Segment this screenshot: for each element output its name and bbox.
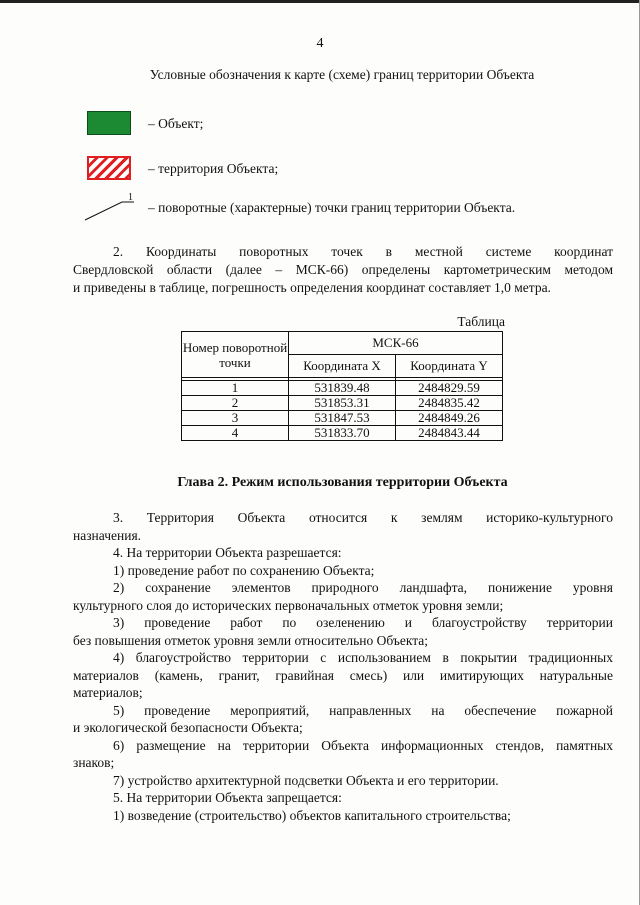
- turning-point-marker-number: 1: [128, 193, 133, 203]
- item-4-7: 7) устройство архитектурной подсветки Объекта и его территории.: [113, 773, 499, 788]
- cell-x: 531853.31: [289, 396, 396, 411]
- item-4-4-line-3: материалов;: [73, 685, 143, 700]
- cell-x: 531833.70: [289, 426, 396, 441]
- item-4-4-line-1: 4) благоустройство территории с использованием в покрытии традиционных: [113, 650, 613, 665]
- item-4-2-line-1: 2) сохранение элементов природного ландшафта, понижение уровня: [113, 580, 613, 595]
- item-4-6-line-1: 6) размещение на территории Объекта информационных стендов, памятных: [113, 738, 613, 753]
- paragraph-5: 5. На территории Объекта запрещается:: [113, 790, 342, 805]
- page-number: 4: [316, 36, 324, 51]
- chapter-title: Глава 2. Режим использования территории Объекта: [177, 475, 508, 490]
- cell-x: 531847.53: [289, 411, 396, 426]
- cell-y: 2484829.59: [396, 381, 503, 396]
- table-row: [182, 411, 503, 426]
- coordinates-table: [181, 331, 503, 441]
- paragraph-2-line-1: 2. Координаты поворотных точек в местной системе координат: [113, 244, 613, 259]
- item-4-2-line-2: культурного слоя до исторических первоначальных отметок уровня земли;: [73, 598, 504, 613]
- legend-object-label: – Объект;: [148, 116, 204, 131]
- cell-point-number: 2: [182, 396, 289, 411]
- item-4-5-line-2: и экологической безопасности Объекта;: [73, 720, 303, 735]
- cell-x: 531839.48: [289, 381, 396, 396]
- territory-hatch-swatch-icon: [87, 156, 131, 180]
- paragraph-2-line-3: и приведены в таблице, погрешность определения координат составляет 1,0 метра.: [73, 280, 551, 295]
- item-4-5-line-1: 5) проведение мероприятий, направленных на обеспечение пожарной: [113, 703, 613, 718]
- cell-y: 2484843.44: [396, 426, 503, 441]
- header-coordinate-y: Координата Y: [396, 355, 503, 378]
- table-row: [182, 426, 503, 441]
- legend-title: Условные обозначения к карте (схеме) границ территории Объекта: [149, 67, 535, 82]
- paragraph-2-line-2: Свердловской области (далее – МСК-66) определены картометрическим методом: [73, 262, 613, 277]
- table-caption: Таблица: [457, 314, 505, 329]
- table-row: [182, 381, 503, 396]
- legend-territory-label: – территория Объекта;: [148, 161, 279, 176]
- cell-point-number: 4: [182, 426, 289, 441]
- page-top-edge: [0, 0, 640, 3]
- item-4-3-line-1: 3) проведение работ по озеленению и благоустройству территории: [113, 615, 613, 630]
- paragraph-4: 4. На территории Объекта разрешается:: [113, 545, 342, 560]
- turning-point-marker-icon: [82, 193, 138, 223]
- object-swatch-icon: [87, 111, 131, 135]
- header-coordinate-x: Координата X: [289, 355, 396, 378]
- legend-points-label: – поворотные (характерные) точки границ территории Объекта.: [148, 200, 516, 215]
- cell-y: 2484835.42: [396, 396, 503, 411]
- cell-point-number: 3: [182, 411, 289, 426]
- cell-point-number: 1: [182, 381, 289, 396]
- item-4-6-line-2: знаков;: [73, 755, 115, 770]
- item-5-1: 1) возведение (строительство) объектов капитального строительства;: [113, 808, 511, 823]
- cell-y: 2484849.26: [396, 411, 503, 426]
- table-row: [182, 396, 503, 411]
- item-4-1: 1) проведение работ по сохранению Объекта;: [113, 563, 375, 578]
- item-4-4-line-2: материалов (камень, гранит, гравийная смесь) или имитирующих натуральные: [73, 668, 613, 683]
- paragraph-3-line-2: назначения.: [73, 528, 142, 543]
- header-system: МСК-66: [289, 332, 503, 355]
- item-4-3-line-2: без повышения отметок уровня земли относительно Объекта;: [73, 633, 429, 648]
- header-point-number: Номер поворотной точки: [182, 332, 289, 378]
- paragraph-3-line-1: 3. Территория Объекта относится к землям историко-культурного: [113, 510, 613, 525]
